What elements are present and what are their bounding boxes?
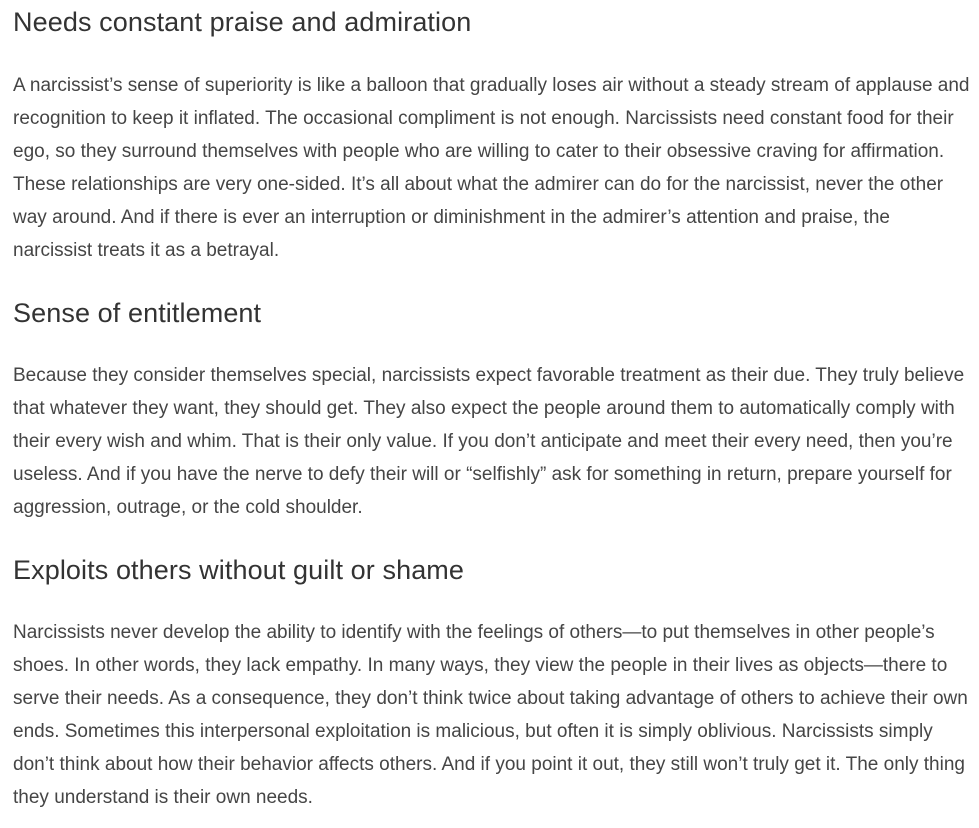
section-body-praise: A narcissist’s sense of superiority is like a balloon that gradually loses air without a steady stream of applause and recognition to keep it inflated. The occasional compliment is not enough. Narcissists need constant food for their ego, so they surround themselves with people who are willing to cater to their obsessive craving for affirmation. These relationships are very one-sided. It’s all about what the admirer can do for the narcissist, never the other way around. And if there is ever an interruption or diminishment in the admirer’s attention and praise, the narcissist treats it as a betrayal. [13, 75, 970, 261]
section-heading-exploits: Exploits others without guilt or shame [13, 555, 465, 585]
article-content [0, 5, 979, 814]
section-body-exploits: Narcissists never develop the ability to identify with the feelings of others—to put themselves in other people’s shoes. In other words, they lack empathy. In many ways, they view the people in their lives as objects—there to serve their needs. As a consequence, they don’t think twice about taking advantage of others to achieve their own ends. Sometimes this interpersonal exploitation is malicious, but often it is simply oblivious. Narcissists simply don’t think about how their behavior affects others. And if you point it out, they still won’t truly get it. The only thing they understand is their own needs. [13, 622, 968, 808]
section-heading-praise: Needs constant praise and admiration [13, 7, 472, 37]
section-body-entitlement: Because they consider themselves special, narcissists expect favorable treatment as their due. They truly believe that whatever they want, they should get. They also expect the people around them to automatically comply with their every wish and whim. That is their only value. If you don’t anticipate and meet their every need, then you’re useless. And if you have the nerve to defy their will or “selfishly” ask for something in return, prepare yourself for aggression, outrage, or the cold shoulder. [13, 365, 965, 518]
section-heading-entitlement: Sense of entitlement [13, 298, 262, 328]
